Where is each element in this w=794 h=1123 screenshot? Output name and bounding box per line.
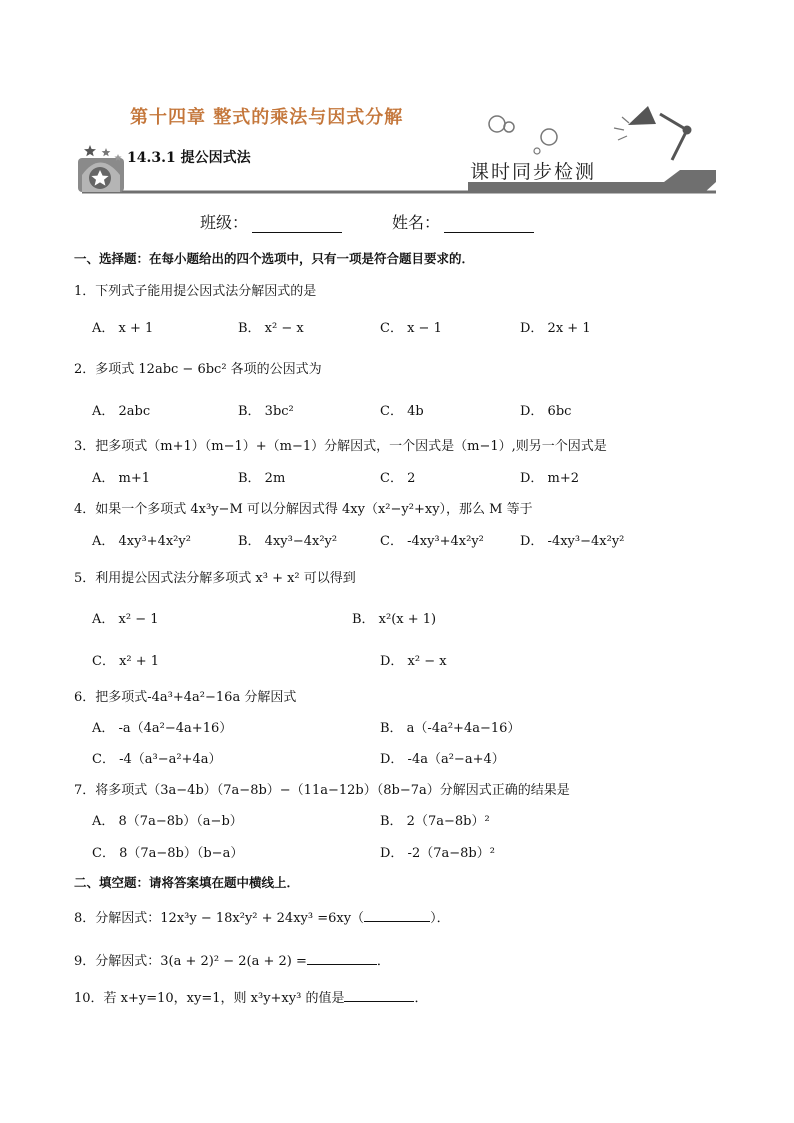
q5-option-b[interactable]: B． x²(x + 1): [352, 612, 437, 627]
q1-option-a[interactable]: A． x + 1: [92, 321, 154, 336]
section2-title: 二、填空题：请将答案填在题中横线上．: [74, 875, 300, 890]
name-label: 姓名：: [392, 213, 441, 232]
q7-option-d[interactable]: D． -2（7a−8b）²: [380, 846, 495, 861]
q3-stem: 3．把多项式（m+1）（m−1）+（m−1）分解因式，一个因式是（m−1）,则另一个因式是: [74, 439, 607, 454]
section1-title: 一、选择题：在每小题给出的四个选项中，只有一项是符合题目要求的．: [74, 251, 475, 266]
q7-option-b[interactable]: B． 2（7a−8b）²: [380, 814, 490, 829]
q6-option-d[interactable]: D． -4a（a²−a+4）: [380, 752, 505, 767]
q3-option-c[interactable]: C． 2: [380, 471, 416, 486]
q8: [74, 907, 450, 926]
q6-option-b[interactable]: B． a（-4a²+4a−16）: [380, 721, 521, 736]
name-blank[interactable]: [444, 218, 534, 233]
q6-stem: 6．把多项式-4a³+4a²−16a 分解因式: [74, 690, 297, 705]
q10-stem: 10．若 x+y=10，xy=1，则 x³y+xy³ 的值是: [74, 991, 345, 1006]
q4-option-d[interactable]: D． -4xy³−4x²y²: [520, 534, 625, 549]
chapter-title: 第十四章 整式的乘法与因式分解: [130, 107, 404, 128]
class-blank[interactable]: [252, 218, 342, 233]
q2-option-c[interactable]: C． 4b: [380, 404, 424, 419]
q1-option-d[interactable]: D． 2x + 1: [520, 321, 591, 336]
q4-stem: 4．如果一个多项式 4x³y−M 可以分解因式得 4xy（x²−y²+xy），那么 M 等于: [74, 502, 533, 517]
q9-answer-blank[interactable]: [307, 952, 377, 965]
q1-stem: 1．下列式子能用提公因式法分解因式的是: [74, 284, 317, 299]
q9-end: ．: [376, 954, 390, 969]
bubble-icon: [489, 116, 505, 132]
sync-test-badge: 课时同步检测: [470, 161, 597, 183]
q2-option-b[interactable]: B． 3bc²: [238, 404, 294, 419]
q10-end: ．: [414, 991, 428, 1006]
q3-option-a[interactable]: A． m+1: [92, 471, 151, 486]
q5-option-d[interactable]: D． x² − x: [380, 654, 447, 669]
name-field: [392, 210, 534, 233]
q2-option-a[interactable]: A． 2abc: [92, 404, 151, 419]
q7-stem: 7．将多项式（3a−4b）（7a−8b）−（11a−12b）（8b−7a）分解因式正确的结果是: [74, 783, 570, 798]
q3-option-b[interactable]: B． 2m: [238, 471, 286, 486]
bubble-icon: [541, 129, 557, 145]
section-title: 14.3.1 提公因式法: [127, 150, 251, 166]
star-emblem-icon: [78, 145, 124, 192]
q4-option-c[interactable]: C． -4xy³+4x²y²: [380, 534, 484, 549]
q4-option-b[interactable]: B． 4xy³−4x²y²: [238, 534, 338, 549]
q1-option-b[interactable]: B． x² − x: [238, 321, 304, 336]
q7-option-a[interactable]: A． 8（7a−8b）（a−b）: [92, 814, 243, 829]
header-banner: [0, 0, 794, 200]
q6-option-a[interactable]: A． -a（4a²−4a+16）: [92, 721, 233, 736]
q5-option-c[interactable]: C． x² + 1: [92, 654, 160, 669]
q1-option-c[interactable]: C． x − 1: [380, 321, 442, 336]
q9: [74, 950, 390, 969]
class-label: 班级：: [200, 213, 249, 232]
q2-option-d[interactable]: D． 6bc: [520, 404, 572, 419]
q9-stem: 9．分解因式：3(a + 2)² − 2(a + 2) =: [74, 954, 307, 969]
q10: [74, 987, 427, 1006]
q8-stem: 8．分解因式：12x³y − 18x²y² + 24xy³ =6xy（: [74, 911, 365, 926]
class-field: [200, 210, 342, 233]
q8-answer-blank[interactable]: [364, 909, 430, 922]
q6-option-c[interactable]: C． -4（a³−a²+4a）: [92, 752, 222, 767]
q4-option-a[interactable]: A． 4xy³+4x²y²: [92, 534, 191, 549]
q8-end: ）．: [430, 911, 450, 926]
lamp-icon: [628, 106, 690, 160]
bubble-icon: [504, 122, 514, 132]
q3-option-d[interactable]: D． m+2: [520, 471, 580, 486]
q10-answer-blank[interactable]: [344, 989, 414, 1002]
bubble-icon: [534, 148, 540, 154]
q5-stem: 5．利用提公因式法分解多项式 x³ + x² 可以得到: [74, 571, 356, 586]
q7-option-c[interactable]: C． 8（7a−8b）（b−a）: [92, 846, 244, 861]
q5-option-a[interactable]: A． x² − 1: [92, 612, 159, 627]
q2-stem: 2．多项式 12abc − 6bc² 各项的公因式为: [74, 362, 322, 377]
